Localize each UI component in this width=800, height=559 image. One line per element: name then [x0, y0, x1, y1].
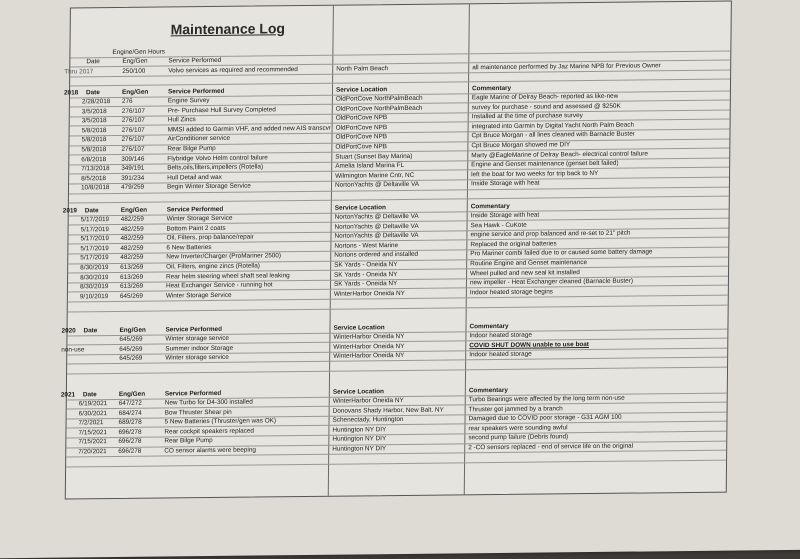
thru-2017-commentary: all maintenance performed by Jaz Marine NPB for Previous Owner — [472, 61, 661, 71]
eng-gen-cell: 276/107 — [121, 107, 145, 115]
date-cell: 9/10/2019 — [79, 292, 109, 301]
eng-gen-header: Eng/Gen — [119, 326, 146, 334]
service-cell: Rear Bilge Pump — [167, 145, 216, 153]
date-cell: 2/28/2018 — [81, 98, 111, 106]
service-cell: Engine Survey — [167, 97, 210, 105]
service-header: Service Performed — [166, 205, 224, 213]
maintenance-log-sheet — [60, 1, 732, 500]
commentary-cell: COVID SHUT DOWN unable to use boat — [469, 340, 589, 349]
date-cell: 5/17/2019 — [80, 225, 110, 234]
commentary-cell: Replaced the original batteries — [470, 240, 557, 249]
service-cell: Hull Detail and wax — [167, 173, 222, 182]
service-cell: Winter Storage Service — [166, 214, 233, 223]
commentary-header: Commentary — [469, 322, 509, 330]
commentary-cell: Thruster got jammed by a branch — [468, 405, 563, 413]
date-cell: 8/30/2019 — [80, 264, 109, 272]
service-cell: New Inverter/Charger (ProMariner 2500) — [166, 252, 282, 261]
location-cell: Nortons - West Marine — [334, 241, 399, 250]
eng-gen-cell: 276/107 — [121, 145, 145, 153]
commentary-cell: left the boat for two weeks for trip back to NY — [471, 169, 599, 179]
date-cell: 10/8/2018 — [80, 184, 110, 192]
commentary-cell: Wheel pulled and new seal kit installed — [470, 268, 580, 277]
location-header: Service Location — [333, 323, 385, 332]
year-label: 2020 — [61, 326, 76, 335]
commentary-cell: Cpt Bruce Morgan - all lines cleaned with Barnacle Buster — [471, 131, 635, 140]
location-cell: OldPortCove NorthPalmBeach — [335, 104, 423, 113]
location-cell: Wilmington Marine Cntr, NC — [335, 171, 415, 180]
section-2018 — [63, 82, 730, 204]
thru-2017-date: Thru 2017 — [64, 67, 94, 76]
eng-gen-cell: 482/259 — [120, 234, 144, 243]
date-header: Date — [83, 326, 98, 334]
year-label: 2021 — [60, 390, 76, 399]
commentary-cell: Cpt Bruce Morgan showed me DIY — [471, 141, 571, 150]
eng-gen-header: Eng/Gen — [121, 88, 149, 96]
date-header: Date — [84, 206, 99, 214]
eng-gen-cell: 482/259 — [120, 215, 144, 224]
eng-gen-header: Eng/Gen — [118, 390, 146, 398]
service-header: Service Performed — [164, 389, 222, 397]
service-cell: Bottom Paint 2 coats — [166, 224, 226, 233]
eng-gen-cell: 391/234 — [121, 174, 145, 182]
date-cell: 7/15/2021 — [78, 428, 107, 437]
section-2020 — [61, 320, 727, 375]
page-title: Maintenance Log — [170, 20, 286, 38]
location-header: Service Location — [334, 203, 386, 212]
service-cell: Summer indoor Storage — [165, 344, 234, 353]
location-header: Service Location — [335, 85, 388, 94]
eng-gen-cell: 613/269 — [120, 273, 144, 281]
commentary-cell: engine service and prop balanced and re-set to 21" pitch — [470, 229, 631, 239]
commentary-cell: Inside Storage with heat — [470, 211, 540, 220]
location-cell: Stuart (Sunset Bay Marina) — [335, 152, 413, 161]
location-cell: Nortons ordered and installed — [334, 251, 419, 260]
eng-gen-cell: 309/146 — [121, 155, 145, 163]
service-cell: AirConditioner service — [167, 135, 231, 143]
commentary-cell: integrated into Garmin by Digital Yacht North Palm Beach — [471, 121, 635, 131]
commentary-cell: survey for purchase - sound and assessed @ $250K — [471, 102, 621, 111]
eng-gen-cell: 647/272 — [118, 399, 142, 408]
service-cell: Flybridge Volvo Helm control failure — [167, 154, 268, 163]
commentary-cell: Engine and Genset maintenance (genset belt failed) — [471, 159, 619, 169]
location-cell: Schenectady, Huntington — [332, 416, 404, 425]
service-header: Service Performed — [167, 87, 225, 95]
service-cell: Winter Storage Service — [165, 291, 232, 300]
date-cell: 5/17/2019 — [80, 216, 110, 224]
location-cell: Donovans Shady Harbor, New Balt. NY — [332, 406, 444, 415]
location-cell: NortonYachts @ Deltaville VA — [334, 232, 419, 240]
service-cell: Oil, Filters, prop balance/repair — [166, 233, 254, 242]
location-cell: Huntington NY DIY — [332, 426, 387, 434]
commentary-cell: Damaged due to COVID poor storage - G31 AGM 100 — [468, 413, 622, 423]
commentary-cell: Pro Mariner combi failed due to or caused some battery damage — [470, 248, 653, 258]
commentary-cell: Indoor heated storage — [469, 350, 532, 359]
service-cell: Rear Bilge Pump — [164, 437, 213, 445]
location-cell: WinterHarbor Oneida NY — [333, 333, 405, 341]
date-cell: 5/8/2018 — [81, 136, 107, 144]
date-cell: 5/8/2018 — [81, 146, 107, 154]
year-label: 2019 — [62, 206, 78, 215]
service-cell: Winter storage service — [165, 334, 230, 343]
eng-gen-cell: 482/259 — [120, 225, 144, 233]
eng-gen-cell: 276/107 — [121, 116, 145, 125]
date-cell: 5/17/2019 — [80, 235, 109, 243]
eng-gen-cell: 696/278 — [118, 447, 142, 456]
service-cell: Pre- Purchase Hull Survey Completed — [167, 105, 276, 115]
location-cell: OldPortCove NorthPalmBeach — [335, 94, 423, 103]
service-cell: Hull Zincs — [167, 116, 196, 124]
eng-gen-cell: 689/278 — [118, 419, 142, 427]
date-cell: 3/5/2018 — [81, 117, 107, 125]
date-cell: 8/30/2019 — [79, 283, 109, 291]
date-header: Date — [86, 58, 100, 66]
commentary-cell: Turbo Bearings were affected by the long term non-use — [468, 394, 625, 404]
location-cell: NortonYachts @ Deltaville VA — [334, 181, 420, 190]
location-cell: SK Yards - Oneida NY — [334, 261, 398, 269]
location-cell: NortonYachts @ Deltaville VA — [334, 212, 419, 221]
date-header: Date — [85, 88, 100, 96]
date-cell: 6/8/2018 — [81, 155, 107, 164]
section-2019 — [62, 200, 729, 312]
service-cell: New Turbo for D4-300 installed — [164, 398, 253, 407]
service-cell: CO sensor alarms were beeping — [164, 446, 256, 455]
date-cell: 7/2/2021 — [78, 419, 104, 427]
service-cell: Rear helm steering wheel shaft seal leaking — [166, 271, 290, 281]
eng-gen-cell: 645/269 — [119, 292, 144, 300]
section-2021 — [60, 384, 727, 468]
eng-gen-cell: 696/278 — [118, 428, 142, 436]
thru-2017-location: North Palm Beach — [336, 64, 389, 73]
eng-gen-cell: 349/191 — [121, 164, 145, 173]
eng-gen-cell: 482/259 — [120, 244, 144, 252]
service-header: Service Performed — [165, 325, 223, 333]
location-cell: WinterHarbor Oneida NY — [333, 352, 405, 361]
date-cell: 7/20/2021 — [78, 448, 107, 456]
commentary-cell: Installed at the time of purchase survey — [471, 112, 583, 121]
location-cell: WinterHarbor Oneida NY — [333, 289, 405, 298]
location-cell: WinterHarbor Oneida NY — [333, 342, 405, 351]
location-cell: OldPortCove NPB — [335, 124, 388, 132]
header-block — [64, 42, 730, 87]
date-cell: 5/17/2019 — [80, 254, 109, 262]
eng-gen-cell: 613/269 — [120, 263, 144, 272]
commentary-cell: Marty @EagleMarine of Delray Beach- electrical control failure — [471, 150, 648, 159]
date-cell: 7/13/2018 — [81, 165, 110, 173]
service-cell: 6 New Batteries — [166, 243, 212, 252]
service-cell: Belts,oils,filters,impellers (Rotella) — [167, 163, 264, 172]
service-cell: Winter storage service — [165, 354, 229, 362]
commentary-cell: 2 -CO sensors replaced - end of service life on the original — [468, 442, 634, 452]
location-cell: OldPortCove NPB — [335, 133, 388, 142]
eng-gen-cell: 276/107 — [121, 136, 145, 144]
location-header: Service Location — [332, 387, 385, 396]
date-cell: 8/30/2019 — [80, 273, 109, 282]
location-cell: Amelia Island Marina FL — [335, 162, 405, 170]
commentary-header: Commentary — [468, 386, 508, 394]
commentary-cell: new impeller - Heat Exchanger cleaned (Barnacle Buster) — [469, 277, 634, 287]
service-cell: Rear cockpit speakers replaced — [164, 427, 254, 436]
location-cell: OldPortCove NPB — [335, 143, 387, 151]
date-cell: 6/30/2021 — [78, 409, 108, 418]
date-cell: 7/15/2021 — [78, 438, 107, 446]
commentary-cell: Indoor heated storage begins — [469, 288, 554, 297]
eng-gen-cell: 479/259 — [120, 184, 145, 192]
commentary-cell: Eagle Marine of Delray Beach- reported as like-new — [471, 92, 619, 102]
service-cell: Bow Thruster Shear pin — [164, 408, 232, 417]
thru-2017-hours: 250/100 — [122, 67, 146, 75]
date-cell: 3/5/2018 — [81, 107, 107, 116]
location-cell: WinterHarbor Oneida NY — [332, 397, 404, 405]
eng-gen-cell: 645/269 — [119, 335, 143, 344]
year-label: 2018 — [63, 88, 79, 97]
service-cell: Begin Winter Storage Service — [166, 183, 251, 191]
date-cell: 5/8/2018 — [81, 126, 107, 135]
date-cell: 8/5/2018 — [81, 174, 107, 183]
commentary-cell: second pump failure (Debris found) — [468, 433, 569, 442]
service-cell: Heat Exchanger Service - running hot — [165, 281, 273, 290]
engine-gen-hours-label: Engine/Gen Hours — [112, 47, 166, 56]
location-cell: Huntington NY DIY — [332, 435, 387, 444]
eng-gen-header: Eng/Gen — [120, 206, 148, 214]
eng-gen-cell: 276/107 — [121, 126, 145, 134]
location-cell: SK Yards - Oneida NY — [333, 280, 398, 288]
eng-gen-header: Eng/Gen — [122, 57, 148, 66]
commentary-cell: Sea Hawk - CuKote — [470, 221, 527, 229]
eng-gen-cell: 645/269 — [119, 354, 143, 363]
eng-gen-cell: 613/269 — [119, 282, 144, 291]
service-cell: Oil, Filters, engine zincs (Rotella) — [166, 262, 260, 271]
commentary-cell: Inside Storage with heat — [470, 179, 540, 188]
eng-gen-cell: 482/259 — [120, 254, 144, 262]
location-cell: OldPortCove NPB — [335, 114, 388, 122]
eng-gen-cell: 276 — [121, 97, 133, 106]
commentary-header: Commentary — [471, 84, 512, 92]
location-cell: Huntington NY DIY — [332, 445, 387, 453]
location-cell: NortonYachts @ Deltaville VA — [334, 222, 419, 231]
commentary-header: Commentary — [470, 202, 510, 210]
service-cell: MMSI added to Garmin VHF, and added new AIS transcvr — [167, 124, 332, 134]
service-cell: 5 New Batteries (Thruster/gen was OK) — [164, 417, 277, 426]
date-header: Date — [82, 390, 97, 398]
location-cell: SK Yards - Oneida NY — [334, 270, 398, 279]
commentary-cell: Indoor heated storage — [469, 331, 532, 340]
commentary-cell: rear speakers were sounding awful — [468, 424, 568, 433]
date-cell: 5/17/2019 — [80, 244, 109, 253]
commentary-cell: Routine Engine and Genset maintenance — [470, 259, 588, 268]
eng-gen-cell: 684/274 — [118, 409, 142, 417]
thru-2017-service: Volvo services as required and recommended — [168, 65, 298, 75]
eng-gen-cell: 696/278 — [118, 438, 142, 446]
eng-gen-cell: 645/269 — [119, 345, 143, 353]
date-cell: 6/19/2021 — [78, 400, 108, 408]
service-performed-header: Service Performed — [168, 56, 222, 65]
date-cell: non-use — [61, 346, 85, 354]
